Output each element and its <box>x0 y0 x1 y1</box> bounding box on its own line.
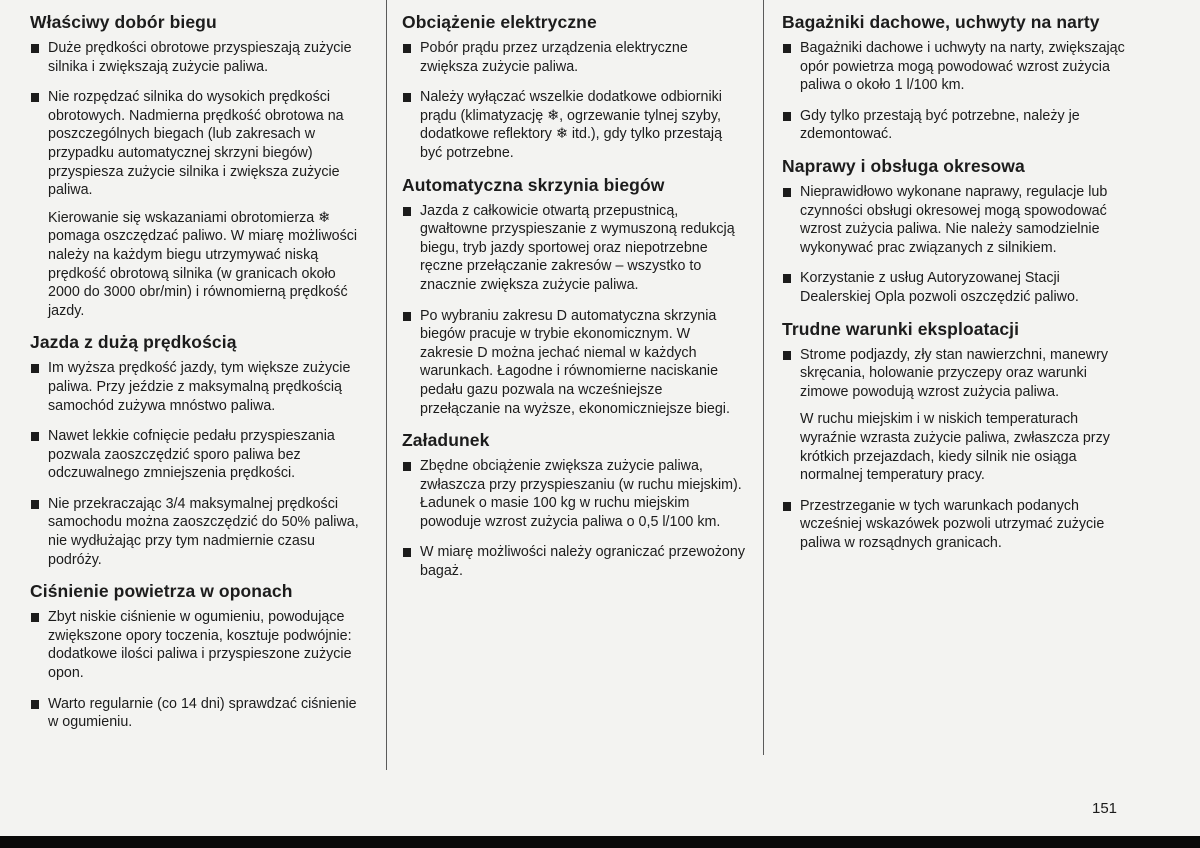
bullet-text: Gdy tylko przestają być potrzebne, należy je zdemontować. <box>800 107 1080 143</box>
bullet-item <box>30 495 370 569</box>
bullet-text: Im wyższa prędkość jazdy, tym większe zużycie paliwa. Przy jeździe z maksymalną prędkością samochód zużywa mnóstwo paliwa. <box>48 360 351 414</box>
section <box>30 332 370 569</box>
bullet-text: Jazda z całkowicie otwartą przepustnicą, gwałtowne przyspieszanie z wymuszoną redukcją biegu, tryb jazdy sportowej oraz niepotrzebne ręczne przełączanie zakresów – wszystko to znacznie zwiększa zużycie paliwa. <box>420 202 735 293</box>
bullet-text: Przestrzeganie w tych warunkach podanych wcześniej wskazówek pozwoli utrzymać zużycie paliwa w rozsądnych granicach. <box>800 497 1105 551</box>
bullet-item <box>402 307 746 419</box>
section <box>402 12 746 163</box>
bullet-item <box>782 269 1128 306</box>
section-heading: Jazda z dużą prędkością <box>30 332 237 353</box>
square-bullet-icon <box>403 462 411 471</box>
bullet-item <box>402 39 746 76</box>
bullet-item <box>782 497 1128 553</box>
bullet-item <box>782 346 1128 402</box>
column-divider <box>763 0 764 755</box>
square-bullet-icon <box>783 188 791 197</box>
section <box>402 430 746 581</box>
bullet-text: W miarę możliwości należy ograniczać przewożony bagaż. <box>420 544 745 580</box>
section <box>782 156 1128 307</box>
square-bullet-icon <box>31 364 39 373</box>
section-heading: Bagażniki dachowe, uchwyty na narty <box>782 12 1100 32</box>
square-bullet-icon <box>783 112 791 121</box>
paragraph: Kierowanie się wskazaniami obrotomierza ❄ pomaga oszczędzać paliwo. W miarę możliwości należy na każdym biegu utrzymywać niską prędkość obrotową silnika (w granicach około 2000 do 3000 obr/min) i równomierną prędkość jazdy. <box>48 209 358 319</box>
bullet-item <box>402 202 746 295</box>
bullet-text: Nie rozpędzać silnika do wysokich prędkości obrotowych. Nadmierna prędkość obrotowa na poszczególnych biegach (lub zakresach w przypadku automatycznej skrzyni biegów) przyspiesza zużycie silnika i zwiększa zużycie paliwa. <box>48 89 344 199</box>
bullet-text: Bagażniki dachowe i uchwyty na narty, zwiększając opór powietrza mogą powodować wzrost zużycia paliwa o około 1 l/100 km. <box>800 40 1125 94</box>
bullet-text: Nie przekraczając 3/4 maksymalnej prędkości samochodu można zaoszczędzić do 50% paliwa, nie wydłużając przy tym nadmiernie czasu podróży. <box>48 495 359 568</box>
section-heading: Trudne warunki eksploatacji <box>782 318 1020 339</box>
bullet-item <box>30 88 370 200</box>
section <box>782 319 1128 553</box>
square-bullet-icon <box>783 44 791 53</box>
section-heading: Załadunek <box>402 430 490 451</box>
square-bullet-icon <box>783 274 791 283</box>
square-bullet-icon <box>31 44 39 53</box>
bullet-item <box>30 427 370 483</box>
section <box>30 12 370 320</box>
square-bullet-icon <box>31 93 39 102</box>
bullet-text: Po wybraniu zakresu D automatyczna skrzynia biegów pracuje w trybie ekonomicznym. W zakresie D można jechać niemal w każdych warunkach. Łagodne i równomierne naciskanie pedału gazu pozwala na wcześniejsze przełączanie na wyższe, ekonomiczniejsze biegi. <box>420 307 730 417</box>
bullet-item <box>402 543 746 580</box>
section <box>30 581 370 732</box>
column-right <box>782 12 1128 564</box>
bullet-item <box>782 39 1128 95</box>
square-bullet-icon <box>403 207 411 216</box>
section-heading: Właściwy dobór biegu <box>30 12 217 32</box>
bullet-text: Zbyt niskie ciśnienie w ogumieniu, powodujące zwiększone opory toczenia, kosztuje podwójnie: dodatkowe ilości paliwa i przyspieszone zużycie opon. <box>48 609 352 682</box>
square-bullet-icon <box>403 93 411 102</box>
paragraph: W ruchu miejskim i w niskich temperaturach wyraźnie wzrasta zużycie paliwa, zwłaszcza przy krótkich przejazdach, kiedy silnik nie osiąga normalnej temperatury pracy. <box>800 411 1110 484</box>
square-bullet-icon <box>783 502 791 511</box>
bullet-text: Należy wyłączać wszelkie dodatkowe odbiorniki prądu (klimatyzację ❄, ogrzewanie tylnej szyby, dodatkowe reflektory ❄ itd.), gdy tylko przestają być potrzebne. <box>420 89 723 161</box>
bullet-text: Pobór prądu przez urządzenia elektryczne zwiększa zużycie paliwa. <box>420 40 688 75</box>
page-number: 151 <box>1092 800 1118 817</box>
bottom-border <box>0 836 1200 848</box>
section-heading: Naprawy i obsługa okresowa <box>782 155 1025 176</box>
bullet-item <box>402 88 746 162</box>
bullet-text: Korzystanie z usług Autoryzowanej Stacji Dealerskiej Opla pozwoli oszczędzić paliwo. <box>800 270 1079 305</box>
square-bullet-icon <box>403 312 411 321</box>
bullet-item <box>402 457 746 531</box>
bullet-item <box>30 695 370 732</box>
section-heading: Automatyczna skrzynia biegów <box>402 174 665 195</box>
bullet-text: Duże prędkości obrotowe przyspieszają zużycie silnika i zwiększają zużycie paliwa. <box>48 40 352 75</box>
bullet-item <box>782 107 1128 144</box>
bullet-text: Nawet lekkie cofnięcie pedału przyspieszania pozwala zaoszczędzić sporo paliwa bez odczuwalnego zmniejszenia prędkości. <box>48 428 335 482</box>
square-bullet-icon <box>403 44 411 53</box>
square-bullet-icon <box>403 548 411 557</box>
section <box>782 12 1128 144</box>
bullet-item <box>30 359 370 415</box>
square-bullet-icon <box>31 432 39 441</box>
column-middle <box>402 12 746 593</box>
square-bullet-icon <box>31 500 39 509</box>
square-bullet-icon <box>783 351 791 360</box>
square-bullet-icon <box>31 700 39 709</box>
column-left <box>30 12 370 744</box>
bullet-item <box>30 608 370 682</box>
bullet-text: Zbędne obciążenie zwiększa zużycie paliwa, zwłaszcza przy przyspieszaniu (w ruchu miejskim). Ładunek o masie 100 kg w ruchu miejskim powoduje wzrost zużycia paliwa o 0,5 l/100 km. <box>420 458 742 530</box>
bullet-text: Warto regularnie (co 14 dni) sprawdzać ciśnienie w ogumieniu. <box>48 695 357 731</box>
bullet-item <box>782 183 1128 257</box>
bullet-item <box>30 39 370 76</box>
column-divider <box>386 0 387 770</box>
section-heading: Ciśnienie powietrza w oponach <box>30 581 293 602</box>
square-bullet-icon <box>31 613 39 622</box>
section-heading: Obciążenie elektryczne <box>402 12 597 32</box>
section <box>402 175 746 419</box>
bullet-text: Nieprawidłowo wykonane naprawy, regulacje lub czynności obsługi okresowej mogą spowodować wzrost zużycia paliwa. Nie należy samodzielnie wykonywać prac związanych z silnikiem. <box>800 183 1108 256</box>
bullet-text: Strome podjazdy, zły stan nawierzchni, manewry skręcania, holowanie przyczepy oraz warunki zimowe powodują wzrost zużycia paliwa. <box>800 346 1109 400</box>
